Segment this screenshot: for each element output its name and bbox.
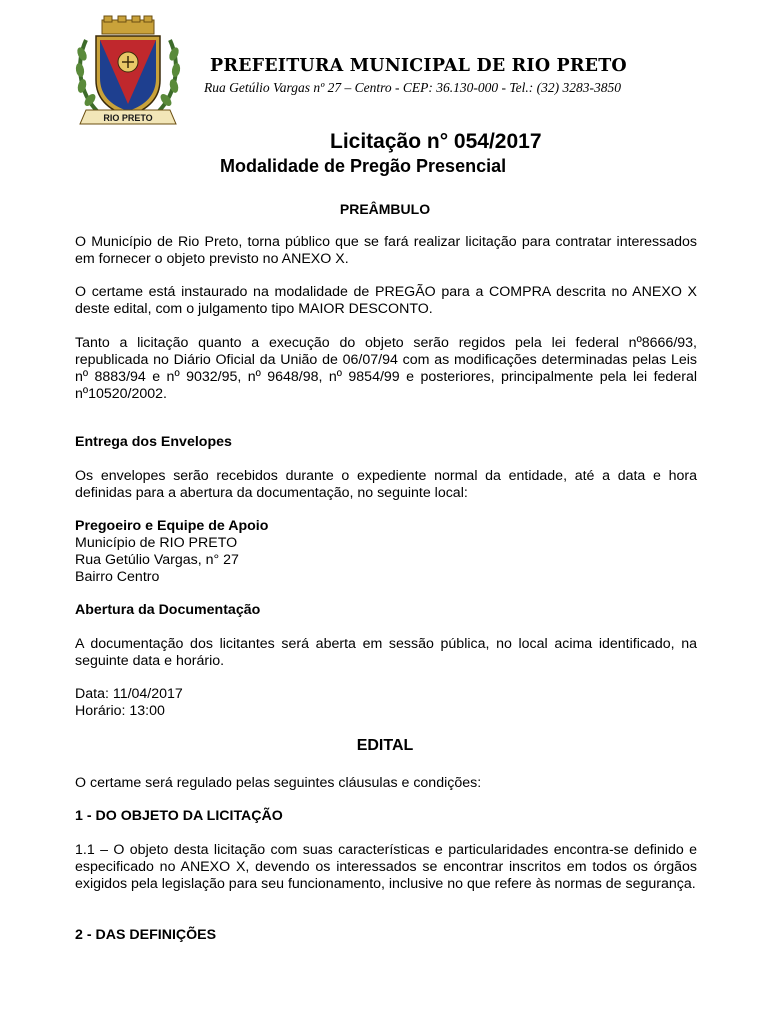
location-line: Município de RIO PRETO	[75, 535, 238, 551]
delivery-heading: Entrega dos Envelopes	[75, 434, 232, 450]
location-heading: Pregoeiro e Equipe de Apoio	[75, 518, 269, 534]
municipal-crest-logo	[72, 14, 184, 130]
preamble-paragraph-1: O Município de Rio Preto, torna público que se fará realizar licitação para contratar interessados em fornecer o objeto previsto no ANEXO X.	[75, 234, 697, 267]
preamble-paragraph-2: O certame está instaurado na modalidade de PREGÃO para a COMPRA descrita no ANEXO X deste edital, com o julgamento tipo MAIOR DESCONTO.	[75, 284, 697, 317]
edital-heading: EDITAL	[356, 737, 414, 754]
org-address: Rua Getúlio Vargas nº 27 – Centro - CEP: 36.130-000 - Tel.: (32) 3283-3850	[204, 80, 622, 95]
edital-intro: O certame será regulado pelas seguintes cláusulas e condições:	[75, 775, 482, 791]
section-1-heading: 1 - DO OBJETO DA LICITAÇÃO	[75, 808, 283, 824]
preamble-paragraph-3: Tanto a licitação quanto a execução do objeto serão regidos pela lei federal nº8666/93, republicada no Diário Oficial da União de 06/07/94 com as modificações determinadas pelas Leis nº 8883/94 e nº 9032/95, nº 9648/98, nº 9854/99 e posteriores, principalmente pela lei federal nº10520/2002.	[75, 335, 697, 402]
opening-time: Horário: 13:00	[75, 703, 165, 719]
opening-heading: Abertura da Documentação	[75, 602, 261, 618]
delivery-paragraph: Os envelopes serão recebidos durante o expediente normal da entidade, até a data e hora definidas para a abertura da documentação, no seguinte local:	[75, 468, 697, 501]
opening-date: Data: 11/04/2017	[75, 686, 183, 702]
location-line: Rua Getúlio Vargas, n° 27	[75, 552, 239, 568]
crest-ribbon-label: RIO PRETO	[103, 113, 153, 123]
document-title: Licitação n° 054/2017	[330, 130, 542, 153]
document-subtitle: Modalidade de Pregão Presencial	[220, 156, 507, 176]
opening-paragraph: A documentação dos licitantes será aberta em sessão pública, no local acima identificado, na seguinte data e horário.	[75, 636, 697, 669]
location-line: Bairro Centro	[75, 569, 160, 585]
section-2-heading: 2 - DAS DEFINIÇÕES	[75, 927, 217, 943]
org-name: PREFEITURA MUNICIPAL DE RIO PRETO	[210, 56, 627, 76]
preamble-heading: PREÂMBULO	[339, 201, 431, 217]
section-1-paragraph: 1.1 – O objeto desta licitação com suas características e particularidades encontra-se definido e especificado no ANEXO X, devendo os interessados se encontrar inscritos em todos os órgãos exigidos pela legislação para seu funcionamento, inclusive no que refere às normas de segurança.	[75, 842, 697, 892]
